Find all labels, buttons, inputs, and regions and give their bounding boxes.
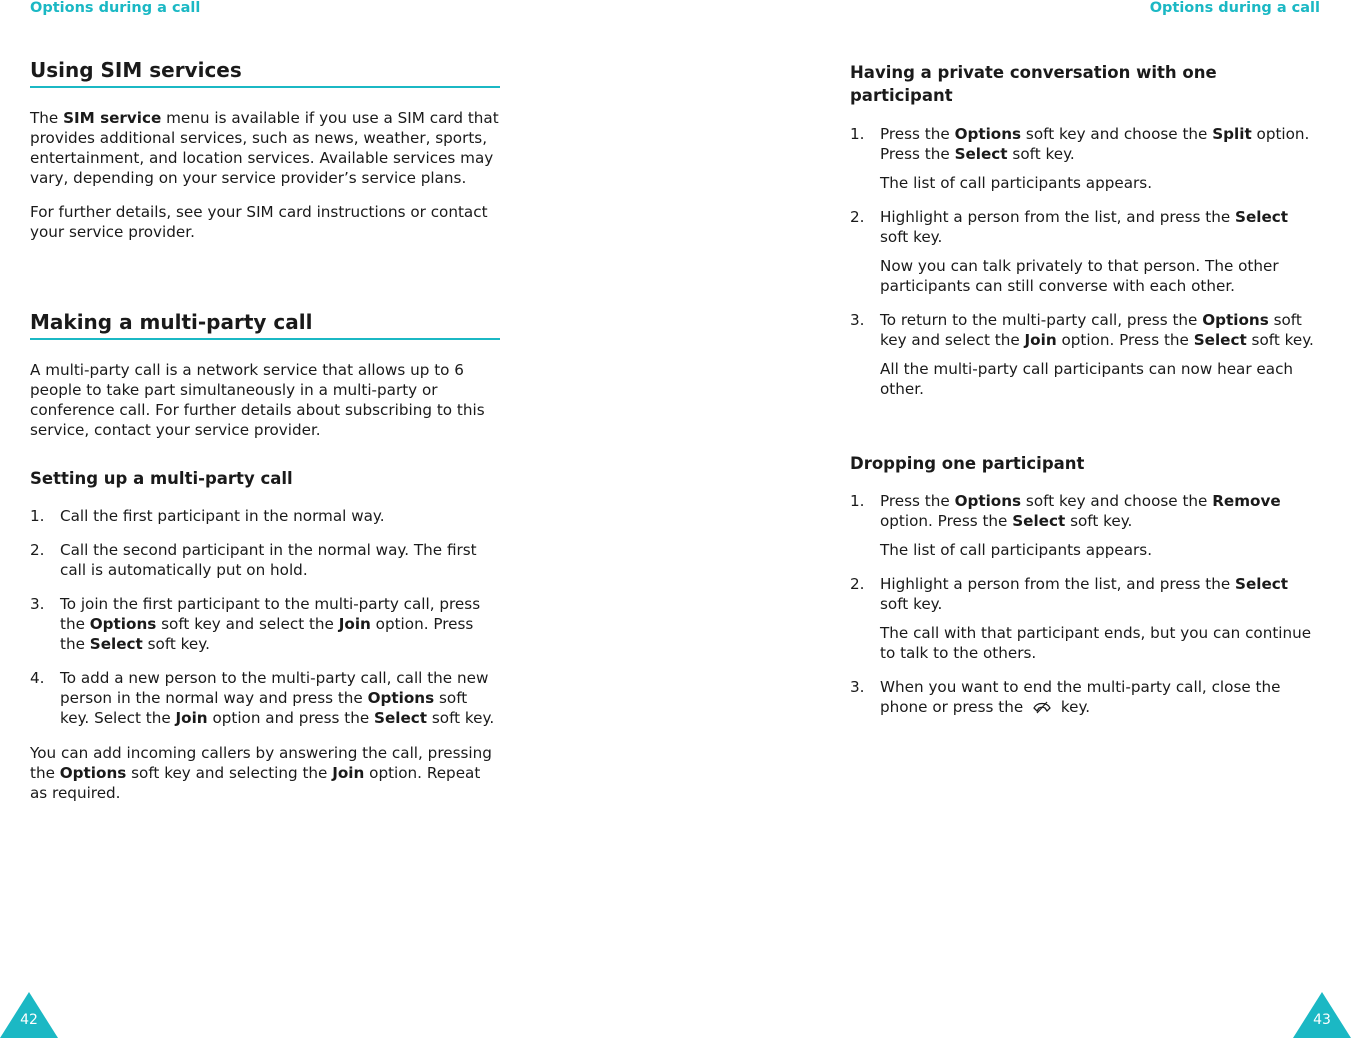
step-text — [60, 668, 500, 728]
text-run: soft key. — [142, 635, 210, 653]
step-number: 3. — [30, 595, 45, 613]
text-run: Call the first participant in the normal way. — [60, 507, 385, 525]
text-run: option. Repeat as required. — [30, 764, 481, 802]
text-run: To return to the multi-party call, press the — [880, 311, 1203, 329]
bold-term: Options — [954, 125, 1022, 143]
bold-term: Select — [1235, 208, 1289, 226]
bold-term: Split — [1212, 125, 1252, 143]
text-run: To join the first participant to the multi-party call, press the — [60, 595, 481, 633]
text-run: menu is available if you use a SIM card that provides additional services, such as news, weather, sports, entertainment, and location services. Available services may vary, depending on your service provider’s service plans. — [30, 109, 499, 187]
list-item — [850, 574, 1320, 663]
text-run: soft key. — [1007, 145, 1075, 163]
bold-term: Remove — [1212, 492, 1281, 510]
text-run: key. — [1056, 698, 1091, 716]
text-run: soft key and choose the — [1021, 492, 1213, 510]
bold-term: Options — [954, 492, 1022, 510]
page-number-left: 42 — [20, 1012, 38, 1028]
text-run: soft key. — [1246, 331, 1314, 349]
step-number: 2. — [30, 541, 45, 559]
bold-term: Join — [332, 764, 365, 782]
multi-outro — [30, 743, 500, 803]
text-run: Press the — [880, 492, 955, 510]
step-text — [60, 506, 500, 526]
step-note: Now you can talk privately to that person. The other participants can still converse with each other. — [880, 257, 1279, 295]
step-note: The list of call participants appears. — [880, 541, 1153, 559]
page-number-right: 43 — [1313, 1012, 1331, 1028]
text-run: option. Press the — [880, 125, 1310, 163]
text-run: A multi-party call is a network service that allows up to 6 people to take part simultaneously in a multi-party or conference call. For further details about subscribing to this service, contact your service provider. — [30, 361, 485, 439]
text-run: Highlight a person from the list, and press the — [880, 575, 1235, 593]
text-run: For further details, see your SIM card instructions or contact your service provider. — [30, 203, 488, 241]
bold-term: SIM service — [63, 109, 162, 127]
step-number: 3. — [850, 678, 865, 696]
bold-term: Select — [1193, 331, 1247, 349]
step-number: 1. — [30, 507, 45, 525]
step-text — [880, 207, 1320, 247]
sim-paragraph-2 — [30, 202, 500, 242]
text-run: You can add incoming callers by answering the call, pressing the — [30, 744, 492, 782]
subheading-dropping: Dropping one participant — [850, 454, 1085, 473]
private-steps-list — [850, 124, 1320, 399]
subheading-setup: Setting up a multi-party call — [30, 469, 293, 488]
multi-intro — [30, 360, 500, 440]
list-item — [850, 124, 1320, 193]
text-run: soft key. — [880, 595, 943, 613]
section-sim-services — [30, 60, 500, 242]
bold-term: Select — [954, 145, 1008, 163]
running-head-right: Options during a call — [1149, 0, 1320, 16]
list-item — [30, 540, 500, 580]
list-item — [850, 677, 1320, 717]
text-run: Call the second participant in the normal way. The first call is automatically put on hold. — [60, 541, 477, 579]
text-run: soft key. — [880, 228, 943, 246]
step-note: All the multi-party call participants can now hear each other. — [880, 360, 1294, 398]
bold-term: Options — [367, 689, 435, 707]
step-note: The list of call participants appears. — [880, 174, 1153, 192]
step-number: 3. — [850, 311, 865, 329]
bold-term: Join — [338, 615, 371, 633]
step-number: 2. — [850, 208, 865, 226]
text-run: soft key. — [1065, 512, 1133, 530]
step-number: 4. — [30, 669, 45, 687]
step-number: 1. — [850, 492, 865, 510]
right-page — [850, 0, 1331, 1038]
list-item — [850, 310, 1320, 399]
text-run: Highlight a person from the list, and press the — [880, 208, 1235, 226]
running-head-left: Options during a call — [30, 0, 201, 16]
text-run: option and press the — [207, 709, 375, 727]
text-run: option. Press the — [1056, 331, 1194, 349]
text-run: soft key. — [427, 709, 495, 727]
text-run: The — [30, 109, 64, 127]
list-item — [850, 491, 1320, 560]
bold-term: Select — [1012, 512, 1066, 530]
end-call-key-icon — [1028, 699, 1056, 715]
section-private-conversation — [850, 61, 1320, 399]
text-run: Press the — [880, 125, 955, 143]
list-item — [30, 506, 500, 526]
text-run: soft key. Select the — [60, 689, 468, 727]
step-text — [880, 310, 1320, 350]
step-text — [60, 594, 500, 654]
text-run: soft key and select the — [880, 311, 1302, 349]
bold-term: Select — [374, 709, 428, 727]
list-item — [30, 668, 500, 728]
text-run: To add a new person to the multi-party call, call the new person in the normal way and press the — [60, 669, 489, 707]
step-text — [880, 574, 1320, 614]
text-run: When you want to end the multi-party call, close the phone or press the — [880, 678, 1281, 716]
step-text — [880, 124, 1320, 164]
text-run: option. Press the — [60, 615, 474, 653]
text-run: soft key and selecting the — [126, 764, 333, 782]
bold-term: Options — [89, 615, 157, 633]
bold-term: Options — [1202, 311, 1269, 329]
section-multi-party — [30, 312, 500, 803]
list-item — [850, 207, 1320, 296]
bold-term: Select — [89, 635, 143, 653]
bold-term: Options — [59, 764, 127, 782]
bold-term: Join — [1024, 331, 1057, 349]
section-title-sim: Using SIM services — [30, 60, 500, 88]
text-run: soft key and choose the — [1021, 125, 1213, 143]
step-number: 2. — [850, 575, 865, 593]
step-text — [60, 540, 500, 580]
text-run: soft key and select the — [156, 615, 339, 633]
left-page — [20, 0, 500, 1038]
bold-term: Select — [1235, 575, 1289, 593]
sim-paragraph-1 — [30, 108, 500, 188]
section-title-multi: Making a multi-party call — [30, 312, 500, 340]
subheading-private: Having a private conversation with one participant — [850, 63, 1217, 105]
step-number: 1. — [850, 125, 865, 143]
list-item — [30, 594, 500, 654]
dropping-steps-list — [850, 491, 1320, 717]
setup-steps-list — [30, 506, 500, 728]
step-text — [880, 677, 1320, 717]
text-run: option. Press the — [880, 512, 1013, 530]
step-text — [880, 491, 1320, 531]
bold-term: Join — [175, 709, 208, 727]
step-note: The call with that participant ends, but you can continue to talk to the others. — [880, 624, 1312, 662]
section-dropping — [850, 452, 1320, 717]
